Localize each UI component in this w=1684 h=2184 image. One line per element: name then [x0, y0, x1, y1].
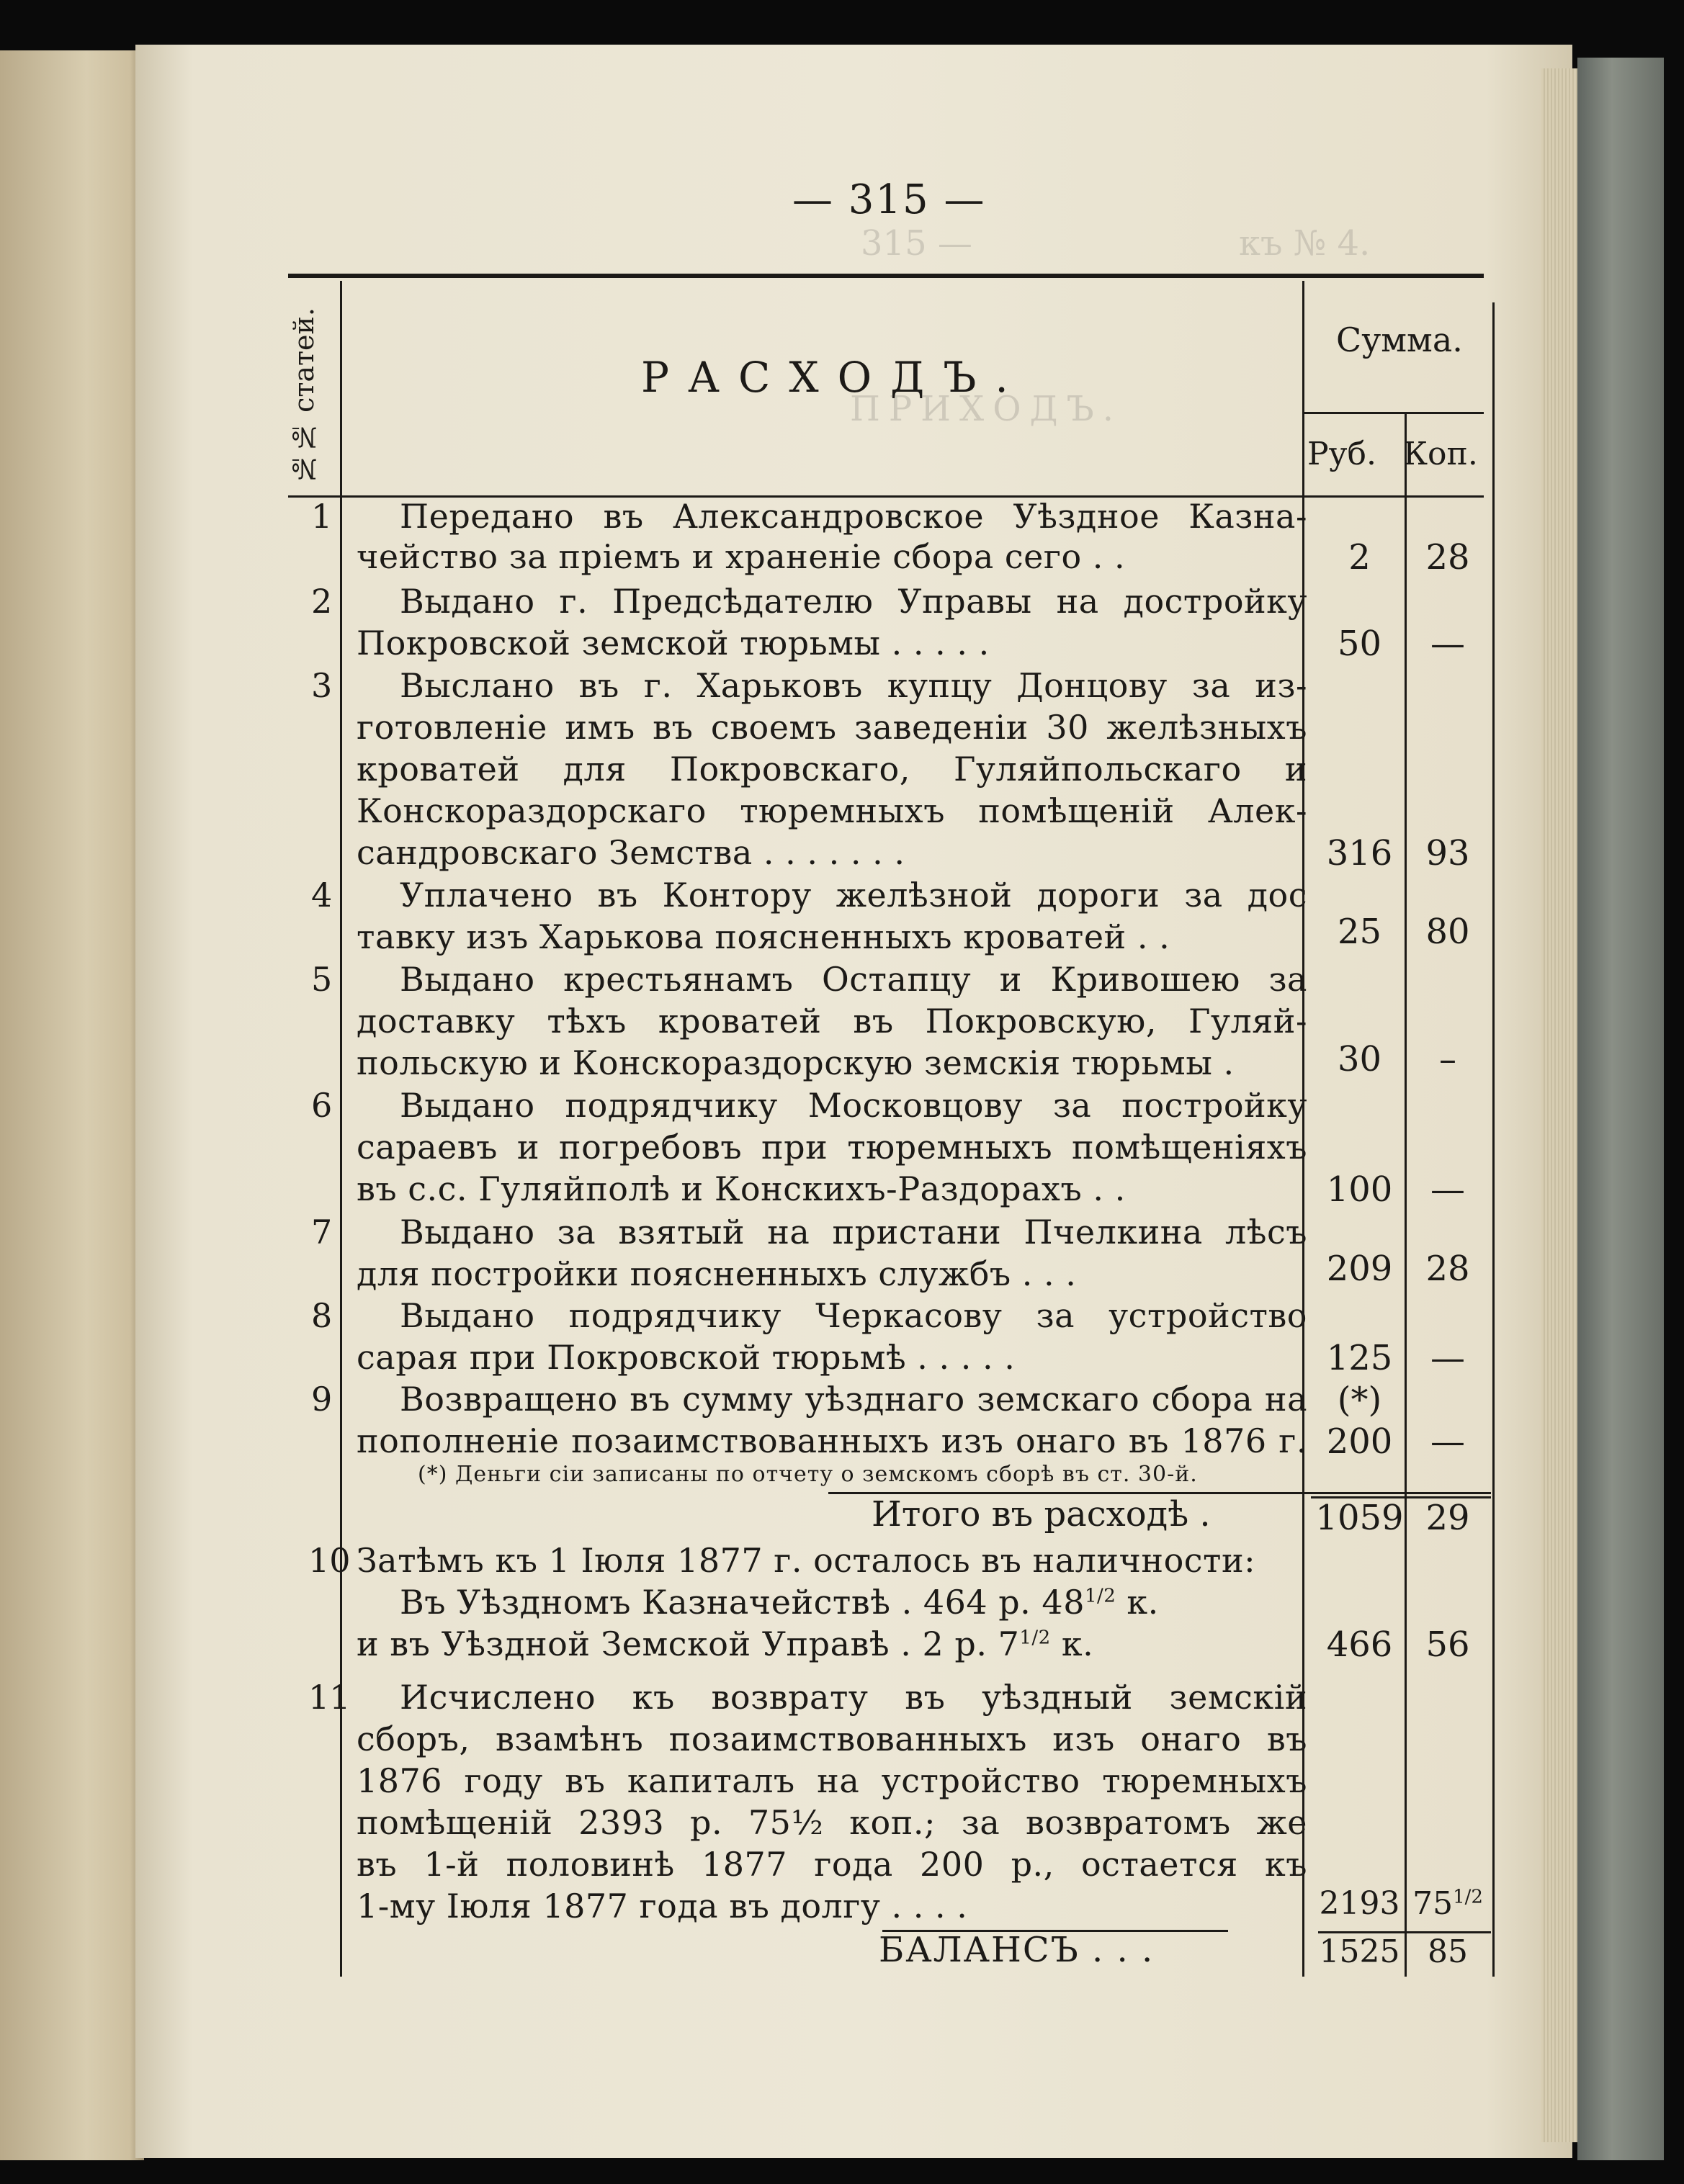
rub-header: Руб. — [1307, 436, 1376, 472]
page-number: — 315 — — [792, 176, 986, 223]
book-cover — [1577, 58, 1664, 2160]
col-rub-kop — [1405, 414, 1407, 1977]
col-sum-right — [1492, 302, 1495, 1977]
itogo-label: Итого въ расходѣ . — [872, 1494, 1211, 1534]
balance-label: БАЛАНСЪ . . . — [879, 1930, 1155, 1970]
bleed-label: къ № 4. — [1239, 223, 1371, 264]
itogo-kop: 29 — [1425, 1498, 1470, 1538]
bleed-title: ПРИХОДЪ. — [850, 389, 1122, 429]
balance-rub: 1525 — [1319, 1933, 1400, 1970]
footnote: (*) Деньги сіи записаны по отчету о земскомъ сборѣ въ ст. 30-й. — [418, 1462, 1198, 1487]
table-top-rule — [288, 274, 1484, 278]
page-title: РАСХОДЪ. — [641, 353, 1027, 402]
balance-kop: 85 — [1428, 1933, 1468, 1970]
kop-header: Коп. — [1403, 436, 1478, 472]
bleed-number: 315 — — [861, 223, 972, 264]
sum-header-rule — [1302, 412, 1484, 414]
itogo-rub: 1059 — [1315, 1498, 1404, 1538]
left-page-edge — [0, 50, 144, 2160]
sum-header: Сумма. — [1336, 320, 1463, 359]
col-numbers-header: №№ статей. — [288, 307, 320, 485]
col-num-divider — [340, 281, 342, 1977]
